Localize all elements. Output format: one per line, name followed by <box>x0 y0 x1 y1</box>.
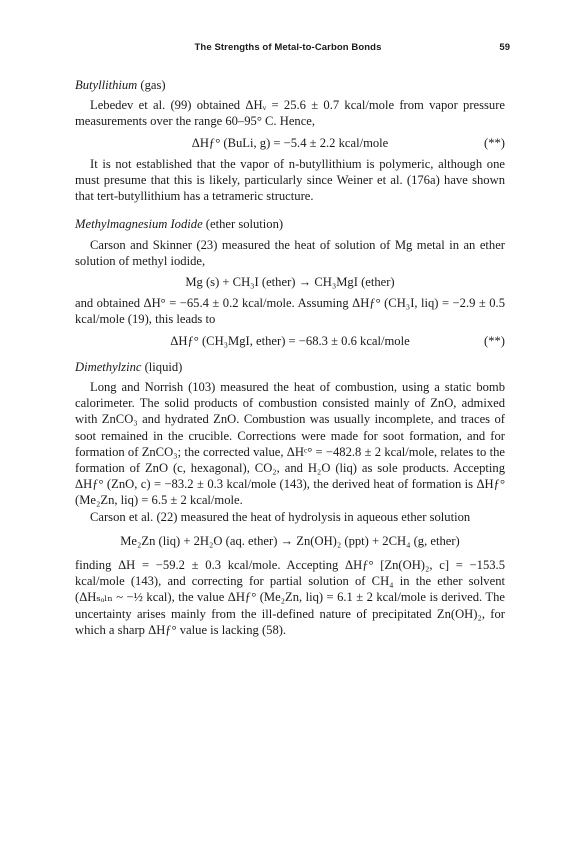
equation-mark: (**) <box>484 333 505 348</box>
section-heading-name: Butyllithium <box>75 78 138 92</box>
section-heading-phase: (liquid) <box>141 359 183 374</box>
paragraph: finding ΔH = −59.2 ± 0.3 kcal/mole. Accepting ΔHƒ° [Zn(OH)₂, c] = −153.5 kcal/mole (143), and correcting for partial solution of CH₄ in the ether solvent (ΔHₛₒₗₙ ~ −½ kcal), the value ΔHƒ° (Me₂Zn, liq) = 6.1 ± 2 kcal/mole is derived. The uncertainty arises mainly from the ill-defined nature of precipitated Zn(OH)₂, for which a sharp ΔHƒ° value is lacking (58). <box>75 558 505 637</box>
paragraph: Carson et al. (22) measured the heat of hydrolysis in aqueous ether solution <box>90 509 471 524</box>
section-heading-butyllithium <box>75 77 505 93</box>
section-heading-name: Methylmagnesium Iodide <box>75 217 203 232</box>
paragraph: Carson and Skinner (23) measured the heat of solution of Mg metal in an ether solution of methyl iodide, <box>75 237 505 268</box>
running-title: The Strengths of Metal-to-Carbon Bonds <box>194 42 382 53</box>
running-header <box>0 42 576 58</box>
equation-text: ΔHƒ° (CH₃MgI, ether) = −68.3 ± 0.6 kcal/mole <box>170 333 410 348</box>
reaction-text: Mg (s) + CH₃I (ether) → CH₃MgI (ether) <box>185 275 395 290</box>
paragraph: It is not established that the vapor of n-butyllithium is polymeric, although one must presume that this is likely, particularly since Weiner et al. (176a) have shown that tert-butyllithium has a tetrameric structure. <box>75 156 505 204</box>
reaction-equation-hydrolysis <box>75 533 505 549</box>
section-heading-dimethylzinc <box>75 359 505 375</box>
paragraph: Lebedev et al. (99) obtained ΔHᵥ = 25.6 ± 0.7 kcal/mole from vapor pressure measurements over the range 60–95° C. Hence, <box>75 98 505 129</box>
section-heading-name: Dimethylzinc <box>75 359 142 374</box>
reaction-equation-grignard <box>75 274 505 290</box>
section-heading-phase: (ether solution) <box>202 217 284 232</box>
equation-text: ΔHƒ° (BuLi, g) = −5.4 ± 2.2 kcal/mole <box>191 135 389 150</box>
paragraph: Long and Norrish (103) measured the heat of combustion, using a static bomb calorimeter. The solid products of combustion consisted mainly of ZnO, admixed with ZnCO₃ and hydrated ZnO. Combustion was usually incomplete, and traces of soot remained in the crucible. Corrections were made for soot formation, and for formation of ZnCO₃; the corrected value, ΔHᶜ° = −482.8 ± 2 kcal/mole, relates to the formation of ZnO (c, hexagonal), CO₂, and H₂O (liq) as sole products. Accepting ΔHƒ° (ZnO, c) = −83.2 ± 0.3 kcal/mole (143), the derived heat of formation is ΔHƒ° (Me₂Zn, liq) = 6.5 ± 2 kcal/mole. <box>75 380 505 508</box>
section-heading-methylmagnesium-iodide <box>75 216 505 232</box>
document-body <box>75 70 505 638</box>
paragraph: and obtained ΔH° = −65.4 ± 0.2 kcal/mole. Assuming ΔHƒ° (CH₃I, liq) = −2.9 ± 0.5 kcal/mole (19), this leads to <box>75 296 505 327</box>
equation-ch3mgi <box>75 333 505 349</box>
equation-buli <box>75 135 505 151</box>
section-heading-phase: (gas) <box>137 78 166 92</box>
page-number: 59 <box>499 42 510 53</box>
reaction-text: Me₂Zn (liq) + 2H₂O (aq. ether) → Zn(OH)₂ (ppt) + 2CH₄ (g, ether) <box>120 533 460 548</box>
equation-mark: (**) <box>484 135 505 150</box>
